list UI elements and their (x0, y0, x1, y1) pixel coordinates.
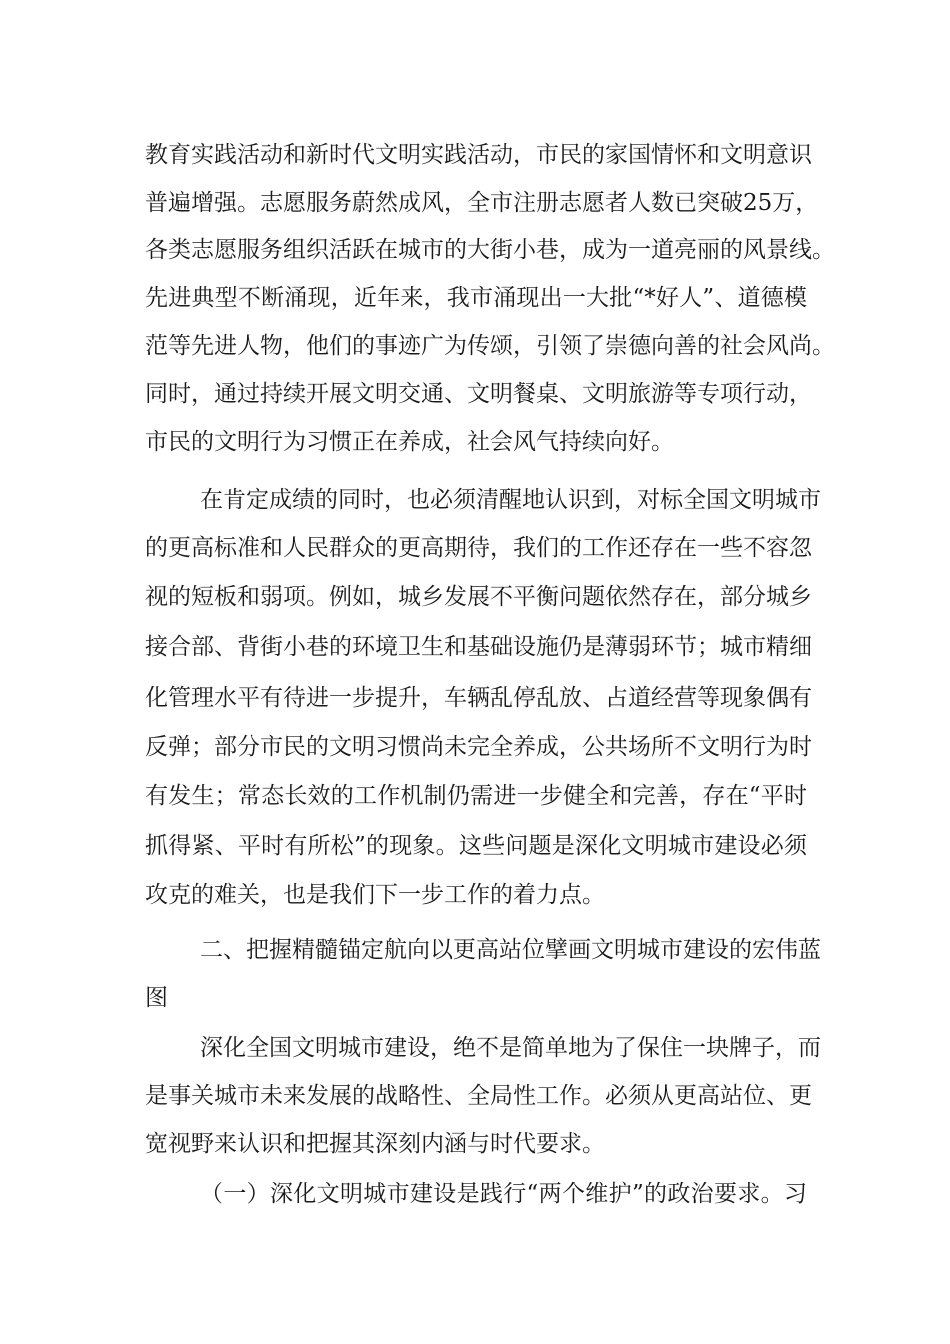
body-text-line: 是事关城市未来发展的战略性、全局性工作。必须从更高站位、更 (145, 1083, 812, 1109)
body-text-line: 先进典型不断涌现，近年来，我市涌现出一大批“*好人”、道德模 (145, 285, 807, 311)
body-text-line: 接合部、背街小巷的环境卫生和基础设施仍是薄弱环节；城市精细 (145, 634, 812, 660)
body-text-line: 范等先进人物，他们的事迹广为传颂，引领了崇德向善的社会风尚。 (145, 333, 835, 359)
body-text-line: 反弹；部分市民的文明习惯尚未完全养成，公共场所不文明行为时 (145, 734, 812, 760)
body-text-line: 普遍增强。志愿服务蔚然成风，全市注册志愿者人数已突破25万， (145, 190, 819, 216)
body-text-line: 市民的文明行为习惯正在养成，社会风气持续向好。 (145, 429, 674, 455)
body-text-line: 抓得紧、平时有所松”的现象。这些问题是深化文明城市建设必须 (145, 833, 807, 859)
section-heading: 图 (145, 985, 168, 1011)
body-text-line: 化管理水平有待进一步提升，车辆乱停乱放、占道经营等现象偶有 (145, 685, 812, 711)
body-text-line: 宽视野来认识和把握其深刻内涵与时代要求。 (145, 1131, 605, 1157)
body-text-line: 在肯定成绩的同时，也必须清醒地认识到，对标全国文明城市 (200, 487, 821, 513)
body-text-line: 视的短板和弱项。例如，城乡发展不平衡问题依然存在，部分城乡 (145, 584, 812, 610)
section-heading: 二、把握精髓锚定航向以更高站位擘画文明城市建设的宏伟蓝 (200, 937, 821, 963)
subsection-heading: （一）深化文明城市建设是践行“两个维护”的政治要求。习 (200, 1181, 807, 1207)
body-text-line: 同时，通过持续开展文明交通、文明餐桌、文明旅游等专项行动， (145, 381, 812, 407)
body-text-line: 深化全国文明城市建设，绝不是简单地为了保住一块牌子，而 (200, 1035, 821, 1061)
body-text-line: 攻克的难关，也是我们下一步工作的着力点。 (145, 882, 605, 908)
body-text-line: 各类志愿服务组织活跃在城市的大街小巷，成为一道亮丽的风景线。 (145, 237, 835, 263)
body-text-line: 有发生；常态长效的工作机制仍需进一步健全和完善，存在“平时 (145, 783, 807, 809)
body-text-line: 的更高标准和人民群众的更高期待，我们的工作还存在一些不容忽 (145, 535, 812, 561)
body-text-line: 教育实践活动和新时代文明实践活动，市民的家国情怀和文明意识 (145, 142, 812, 168)
